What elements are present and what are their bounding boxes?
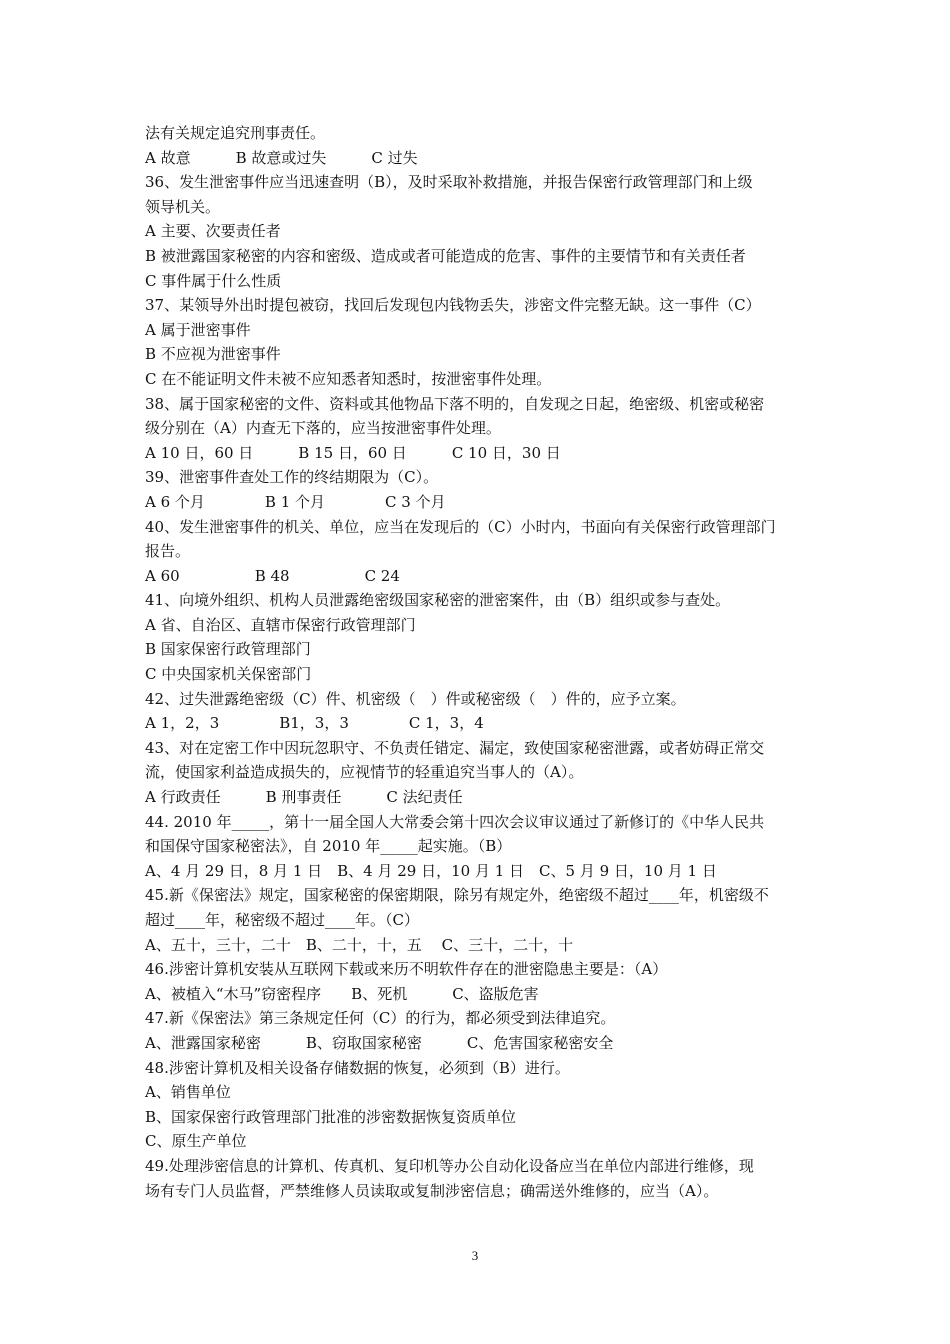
text-line: A、被植入“木马”窃密程序 B、死机 C、盗版危害: [145, 984, 539, 1003]
text-line: 38、属于国家秘密的文件、资料或其他物品下落不明的，自发现之日起，绝密级、机密或秘密: [145, 394, 765, 413]
text-line: A、五十，三十，二十 B、二十，十，五 C、三十，二十，十: [145, 935, 574, 954]
text-line: B 不应视为泄密事件: [145, 345, 281, 364]
text-line: A 省、自治区、直辖市保密行政管理部门: [145, 615, 416, 634]
text-line: A 60 B 48 C 24: [145, 566, 400, 585]
text-line: A 6 个月 B 1 个月 C 3 个月: [145, 492, 446, 511]
text-line: 超过____年，秘密级不超过____年。（C）: [145, 911, 419, 929]
text-line: 37、某领导外出时提包被窃，找回后发现包内钱物丢失，涉密文件完整无缺。这一事件（C）: [145, 296, 761, 315]
text-line: A 属于泄密事件: [145, 320, 251, 339]
text-line: A 10 日，60 日 B 15 日，60 日 C 10 日，30 日: [145, 443, 561, 462]
text-line: B 国家保密行政管理部门: [145, 640, 311, 659]
document-body: [145, 121, 810, 1203]
text-line: 43、对在定密工作中因玩忽职守、不负责任错定、漏定，致使国家秘密泄露，或者妨碍正常交: [145, 738, 765, 757]
text-line: 48.涉密计算机及相关设备存储数据的恢复，必须到（B）进行。: [145, 1058, 570, 1077]
text-line: A 1，2，3 B1，3，3 C 1，3，4: [145, 714, 484, 733]
text-line: B、国家保密行政管理部门批准的涉密数据恢复资质单位: [145, 1107, 517, 1126]
text-line: A、泄露国家秘密 B、窃取国家秘密 C、危害国家秘密安全: [145, 1033, 614, 1052]
text-line: C 事件属于什么性质: [145, 271, 282, 290]
text-line: 法有关规定追究刑事责任。: [145, 124, 326, 142]
text-line: C 中央国家机关保密部门: [145, 665, 312, 684]
text-line: B 被泄露国家秘密的内容和密级、造成或者可能造成的危害、事件的主要情节和有关责任者: [145, 246, 746, 265]
text-line: 场有专门人员监督，严禁维修人员读取或复制涉密信息；确需送外维修的，应当（A）。: [145, 1181, 719, 1200]
text-line: 流，使国家利益造成损失的，应视情节的轻重追究当事人的（A）。: [145, 763, 584, 782]
text-line: 45.新《保密法》规定，国家秘密的保密期限，除另有规定外，绝密级不超过____年，机密级不: [145, 886, 769, 905]
text-line: 41、向境外组织、机构人员泄露绝密级国家秘密的泄密案件，由（B）组织或参与查处。: [145, 591, 731, 610]
text-line: 级分别在（A）内查无下落的，应当按泄密事件处理。: [145, 419, 501, 438]
text-line: A 行政责任 B 刑事责任 C 法纪责任: [145, 788, 463, 807]
text-line: C 在不能证明文件未被不应知悉者知悉时，按泄密事件处理。: [145, 369, 552, 388]
text-line: 44. 2010 年_____，第十一届全国人大常委会第十四次会议审议通过了新修订的《中华人民共: [145, 812, 765, 831]
text-line: 49.处理涉密信息的计算机、传真机、复印机等办公自动化设备应当在单位内部进行维修，现: [145, 1156, 754, 1175]
text-line: 46.涉密计算机安装从互联网下载或来历不明软件存在的泄密隐患主要是：（A）: [145, 960, 668, 979]
text-line: A 主要、次要责任者: [145, 222, 281, 241]
text-line: C、原生产单位: [145, 1132, 247, 1151]
text-line: 42、过失泄露绝密级（C）件、机密级（ ）件或秘密级（ ）件的，应予立案。: [145, 689, 686, 708]
text-line: 领导机关。: [145, 197, 221, 216]
text-line: 39、泄密事件查处工作的终结期限为（C）。: [145, 468, 439, 487]
text-line: A、销售单位: [145, 1083, 231, 1102]
text-line: 40、发生泄密事件的机关、单位，应当在发现后的（C）小时内，书面向有关保密行政管理部门: [145, 517, 776, 536]
text-line: 报告。: [145, 542, 191, 561]
text-line: 和国保守国家秘密法》，自 2010 年_____起实施。（B）: [145, 837, 512, 856]
text-line: A、4 月 29 日，8 月 1 日 B、4 月 29 日，10 月 1 日 C、5 月 9 日，10 月 1 日: [145, 861, 717, 880]
text-line: 47.新《保密法》第三条规定任何（C）的行为，都必须受到法律追究。: [145, 1009, 616, 1028]
text-line: A 故意 B 故意或过失 C 过失: [145, 148, 418, 167]
page-number: 3: [471, 1248, 479, 1263]
text-line: 36、发生泄密事件应当迅速查明（B），及时采取补救措施，并报告保密行政管理部门和上级: [145, 173, 753, 192]
